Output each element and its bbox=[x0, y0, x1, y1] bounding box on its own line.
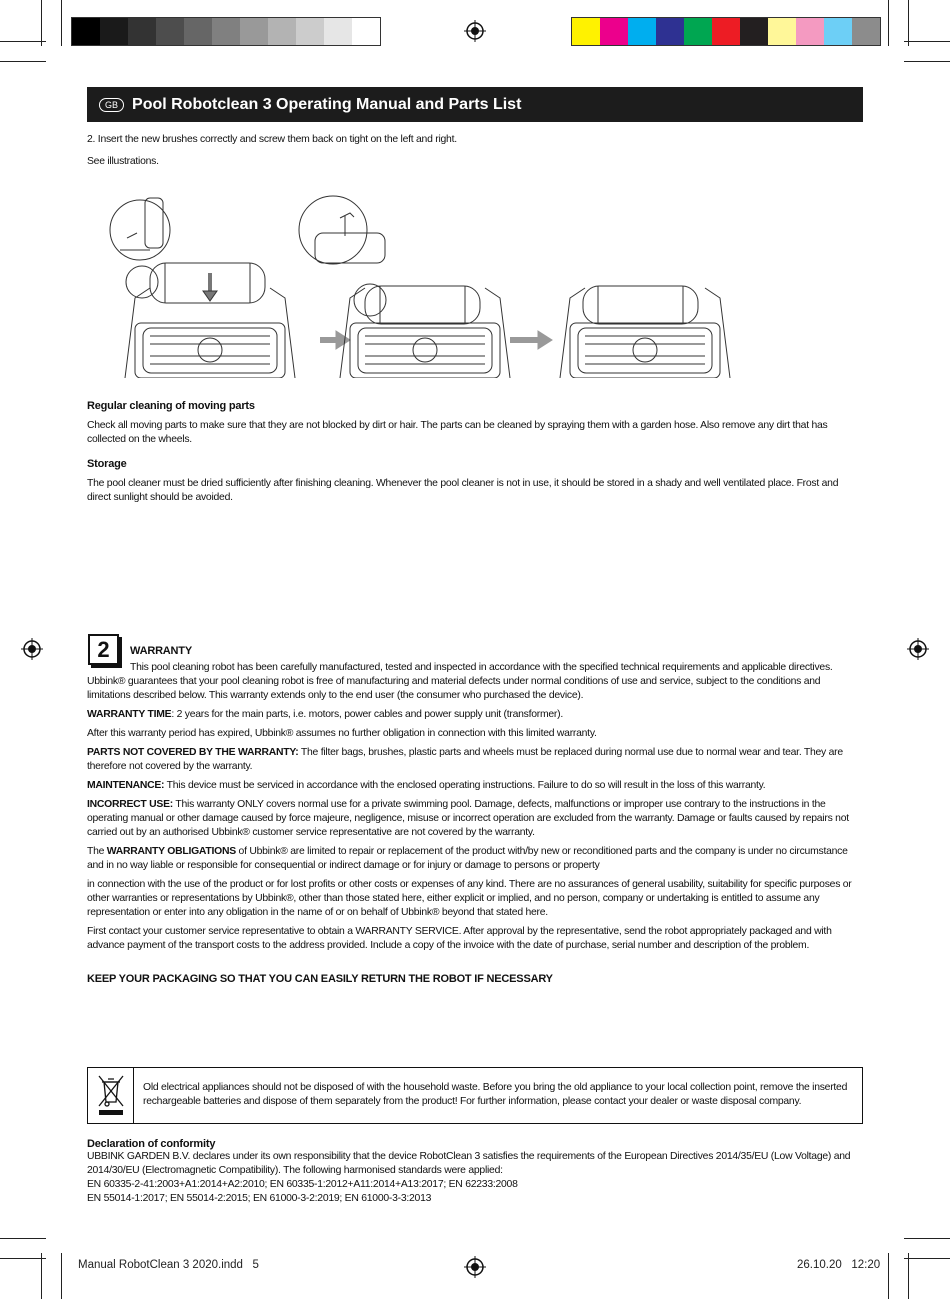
weee-notice-box bbox=[87, 1067, 863, 1124]
color-swatch bbox=[768, 18, 796, 45]
crop-mark bbox=[904, 61, 950, 62]
color-swatch bbox=[712, 18, 740, 45]
grayscale-bar bbox=[71, 17, 381, 46]
color-swatch bbox=[128, 18, 156, 45]
warranty-contact: First contact your customer service representative to obtain a WARRANTY SERVICE. After approval by the representative, send the robot appropriately packaged and with advance payment of the transport costs to the address provided. Include a copy of the invoice with the date of purchase, serial number and description of the problem. bbox=[87, 926, 832, 951]
conformity-standards: EN 55014-1:2017; EN 55014-2:2015; EN 61000-3-2:2019; EN 61000-3-3:2013 bbox=[87, 1193, 432, 1204]
warranty-connection: in connection with the use of the product or for lost profits or other costs or expenses of any kind. There are no assurances of general usability, suitability for specific purposes or other warranties or representations by Ubbink®, other than those stated here, either explicit or implied, and no person, company or undertaking is entitled to assume any representation or enter into any obligation in the name of or on behalf of Ubbink® beyond that stated here. bbox=[87, 879, 852, 918]
color-swatch bbox=[352, 18, 380, 45]
color-swatch bbox=[572, 18, 600, 45]
warranty-intro: This pool cleaning robot has been carefully manufactured, tested and inspected in accordance with the specified technical requirements and applicable directives. Ubbink® guarantees that your pool cleaning robot is free of manufacturing and material defects under normal conditions of use and service, subject to the conditions and limitations described below. This warranty extends only to the end user (the consumer who purchased the device). bbox=[87, 662, 833, 701]
color-swatch bbox=[156, 18, 184, 45]
warranty-incorrect-use: INCORRECT USE: This warranty ONLY covers normal use for a private swimming pool. Damage, defects, malfunctions or improper use contrary to the instructions in the operating manual or other damage caused by force majeure, negligence, misuse or incorrect operation are excluded from the warranty. Damage or faults caused by repairs not carried out by an authorised Ubbink® customer service representative are not covered by the warranty. bbox=[87, 799, 849, 838]
section-body: The pool cleaner must be dried sufficiently after finishing cleaning. Whenever the pool cleaner is not in use, it should be stored in a shady and well ventilated place. Frost and direct sunlight should be avoided. bbox=[87, 478, 839, 503]
footer-timestamp: 26.10.20 12:20 bbox=[797, 1259, 881, 1271]
color-swatch bbox=[656, 18, 684, 45]
page-title: Pool Robotclean 3 Operating Manual and Parts List bbox=[132, 95, 522, 113]
warranty-maintenance: MAINTENANCE: This device must be serviced in accordance with the enclosed operating instructions. Failure to do so will result in the loss of this warranty. bbox=[87, 780, 766, 791]
see-illustrations: See illustrations. bbox=[87, 156, 159, 167]
color-bar bbox=[571, 17, 881, 46]
section-number-badge: 2 bbox=[88, 634, 119, 665]
color-swatch bbox=[72, 18, 100, 45]
conformity-heading: Declaration of conformity bbox=[87, 1138, 216, 1150]
color-swatch bbox=[212, 18, 240, 45]
color-swatch bbox=[628, 18, 656, 45]
warranty-expired: After this warranty period has expired, Ubbink® assumes no further obligation in connection with this limited warranty. bbox=[87, 728, 597, 739]
conformity-standards: EN 60335-2-41:2003+A1:2014+A2:2010; EN 60335-1:2012+A11:2014+A13:2017; EN 62233:2008 bbox=[87, 1179, 518, 1190]
crop-mark bbox=[908, 1253, 909, 1299]
registration-mark-icon bbox=[464, 20, 486, 42]
section-heading: Regular cleaning of moving parts bbox=[87, 400, 255, 412]
color-swatch bbox=[824, 18, 852, 45]
language-badge: GB bbox=[99, 98, 124, 112]
color-swatch bbox=[852, 18, 880, 45]
crop-mark bbox=[908, 0, 909, 46]
instruction-step: 2. Insert the new brushes correctly and screw them back on tight on the left and right. bbox=[87, 134, 457, 145]
crop-mark bbox=[888, 1253, 889, 1299]
crop-mark bbox=[41, 0, 42, 46]
page-header bbox=[87, 87, 863, 122]
crop-mark bbox=[41, 1253, 42, 1299]
crop-mark bbox=[904, 1258, 950, 1259]
crop-mark bbox=[0, 1238, 46, 1239]
section-body: Check all moving parts to make sure that they are not blocked by dirt or hair. The parts can be cleaned by spraying them with a garden hose. Also remove any dirt that has collected on the wheels. bbox=[87, 420, 828, 445]
color-swatch bbox=[240, 18, 268, 45]
brush-installation-illustration bbox=[105, 178, 735, 378]
crop-mark bbox=[61, 1253, 62, 1299]
weee-text: Old electrical appliances should not be disposed of with the household waste. Before you bring the old appliance to your local collection point, remove the inserted rechargeable batteries and dispose of them separately from the product! For further information, please contact your dealer or waste disposal company. bbox=[143, 1082, 848, 1107]
color-swatch bbox=[796, 18, 824, 45]
registration-mark-icon bbox=[464, 1256, 486, 1278]
section-heading: Storage bbox=[87, 458, 127, 470]
crop-mark bbox=[0, 41, 46, 42]
registration-mark-icon bbox=[907, 638, 929, 660]
color-swatch bbox=[268, 18, 296, 45]
color-swatch bbox=[600, 18, 628, 45]
color-swatch bbox=[296, 18, 324, 45]
crop-mark bbox=[904, 1238, 950, 1239]
crop-mark bbox=[61, 0, 62, 46]
warranty-time: WARRANTY TIME: 2 years for the main parts, i.e. motors, power cables and power supply unit (transformer). bbox=[87, 709, 563, 720]
color-swatch bbox=[100, 18, 128, 45]
warranty-parts: PARTS NOT COVERED BY THE WARRANTY: The filter bags, brushes, plastic parts and wheels must be replaced during normal use due to normal wear and tear. They are therefore not covered by the warranty. bbox=[87, 747, 843, 772]
registration-mark-icon bbox=[21, 638, 43, 660]
crop-mark bbox=[0, 61, 46, 62]
robot-step-3 bbox=[560, 286, 730, 378]
conformity-text: UBBINK GARDEN B.V. declares under its own responsibility that the device RobotClean 3 satisfies the requirements of the European Directives 2014/35/EU (Low Voltage) and 2014/30/EU (Electromagnetic Compatibility). The following harmonised standards were applied: bbox=[87, 1151, 851, 1176]
color-swatch bbox=[324, 18, 352, 45]
robot-step-1 bbox=[110, 198, 295, 378]
packaging-notice: KEEP YOUR PACKAGING SO THAT YOU CAN EASILY RETURN THE ROBOT IF NECESSARY bbox=[87, 973, 553, 985]
crossed-out-wheelie-bin-icon bbox=[96, 1074, 126, 1118]
color-swatch bbox=[740, 18, 768, 45]
color-swatch bbox=[184, 18, 212, 45]
crop-mark bbox=[0, 1258, 46, 1259]
color-swatch bbox=[684, 18, 712, 45]
crop-mark bbox=[888, 0, 889, 46]
crop-mark bbox=[904, 41, 950, 42]
robot-step-2 bbox=[299, 196, 510, 378]
warranty-obligations: The WARRANTY OBLIGATIONS of Ubbink® are limited to repair or replacement of the product with/by new or reconditioned parts and the company is under no circumstance and in no way liable or responsible for consequential or indirect damage or for injury or damage to persons or property bbox=[87, 846, 848, 871]
warranty-heading: WARRANTY bbox=[130, 645, 192, 657]
footer-filename: Manual RobotClean 3 2020.indd 5 bbox=[78, 1259, 259, 1271]
